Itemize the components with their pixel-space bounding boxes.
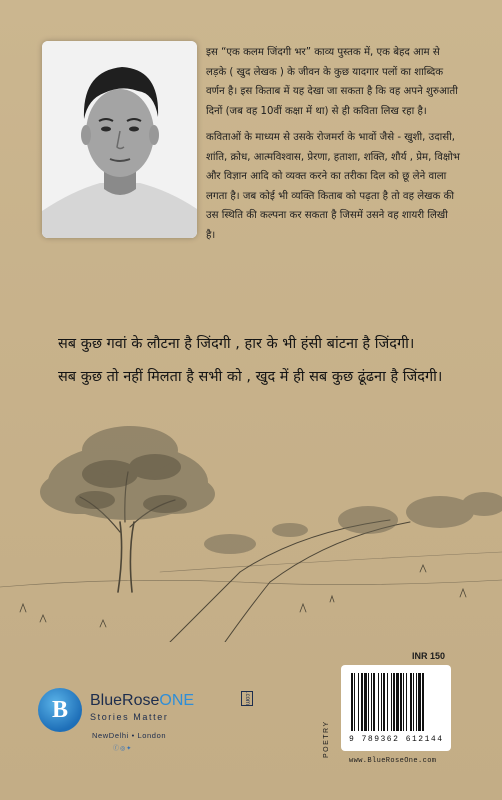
isbn-barcode [341,665,451,751]
genre-label: POETRY [323,720,330,758]
bio-paragraph-1: इस “एक कलम जिंदगी भर” काव्य पुस्तक में, एक बेहद आम से लड़के ( खुद लेखक ) के जीवन के कुछ यादगार पलों का शाब्दिक वर्णन है। इस किताब में यह देखा जा सकता है कि वह अपने शुरुआती दिनों (जब वह 10वीं कक्षा में था) से ही कविता लिख रहा है। [206,47,458,117]
author-bio [206,43,460,245]
publisher-tagline: Stories Matter [90,712,169,722]
social-icons [113,743,132,752]
bluerose-logo-icon: B [38,688,82,732]
bio-paragraph-2: कविताओं के माध्यम से उसके रोजमर्रा के भावों जैसे - खुशी, उदासी, शांति, क्रोध, आत्मविश्वास, प्रेरणा, हताशा, शक्ति, शौर्य , प्रेम, विक्षोभ और विज्ञान आदि को व्यक्त करने का तरीका दिल को छू लेने वाला लगता है। जब कोई भी व्यक्ति किताब को पढ़ता है तो वह लेखक की उस स्थिति की कल्पना कर सकता है जिसमें उसने वह शायरी लिखी है। [206,132,460,241]
author-photo [42,41,197,238]
publisher-logo [38,688,250,752]
price-label: INR 150 [412,651,446,661]
publisher-website: www.BlueRoseOne.com [349,757,437,765]
twitter-icon: ✦ [126,745,133,752]
barcode-icon [341,665,451,735]
quote-line-2: सब कुछ तो नहीं मिलता है सभी को , खुद में ही सब कुछ ढूंढना है जिंदगी। [58,369,443,385]
quote-line-1: सब कुछ गवां के लौटना है जिंदगी , हार के भी हंसी बांटना है जिंदगी। [58,336,415,352]
domain-suffix: .com [241,691,253,706]
isbn-number: 9 789362 612144 [349,735,444,744]
publisher-cities: NewDelhi • London [92,731,167,740]
facebook-icon: ⓕ [113,745,121,752]
instagram-icon: ◎ [120,745,127,752]
publisher-name: BlueRoseONE .com [90,692,194,710]
landscape-sketch [0,412,502,642]
